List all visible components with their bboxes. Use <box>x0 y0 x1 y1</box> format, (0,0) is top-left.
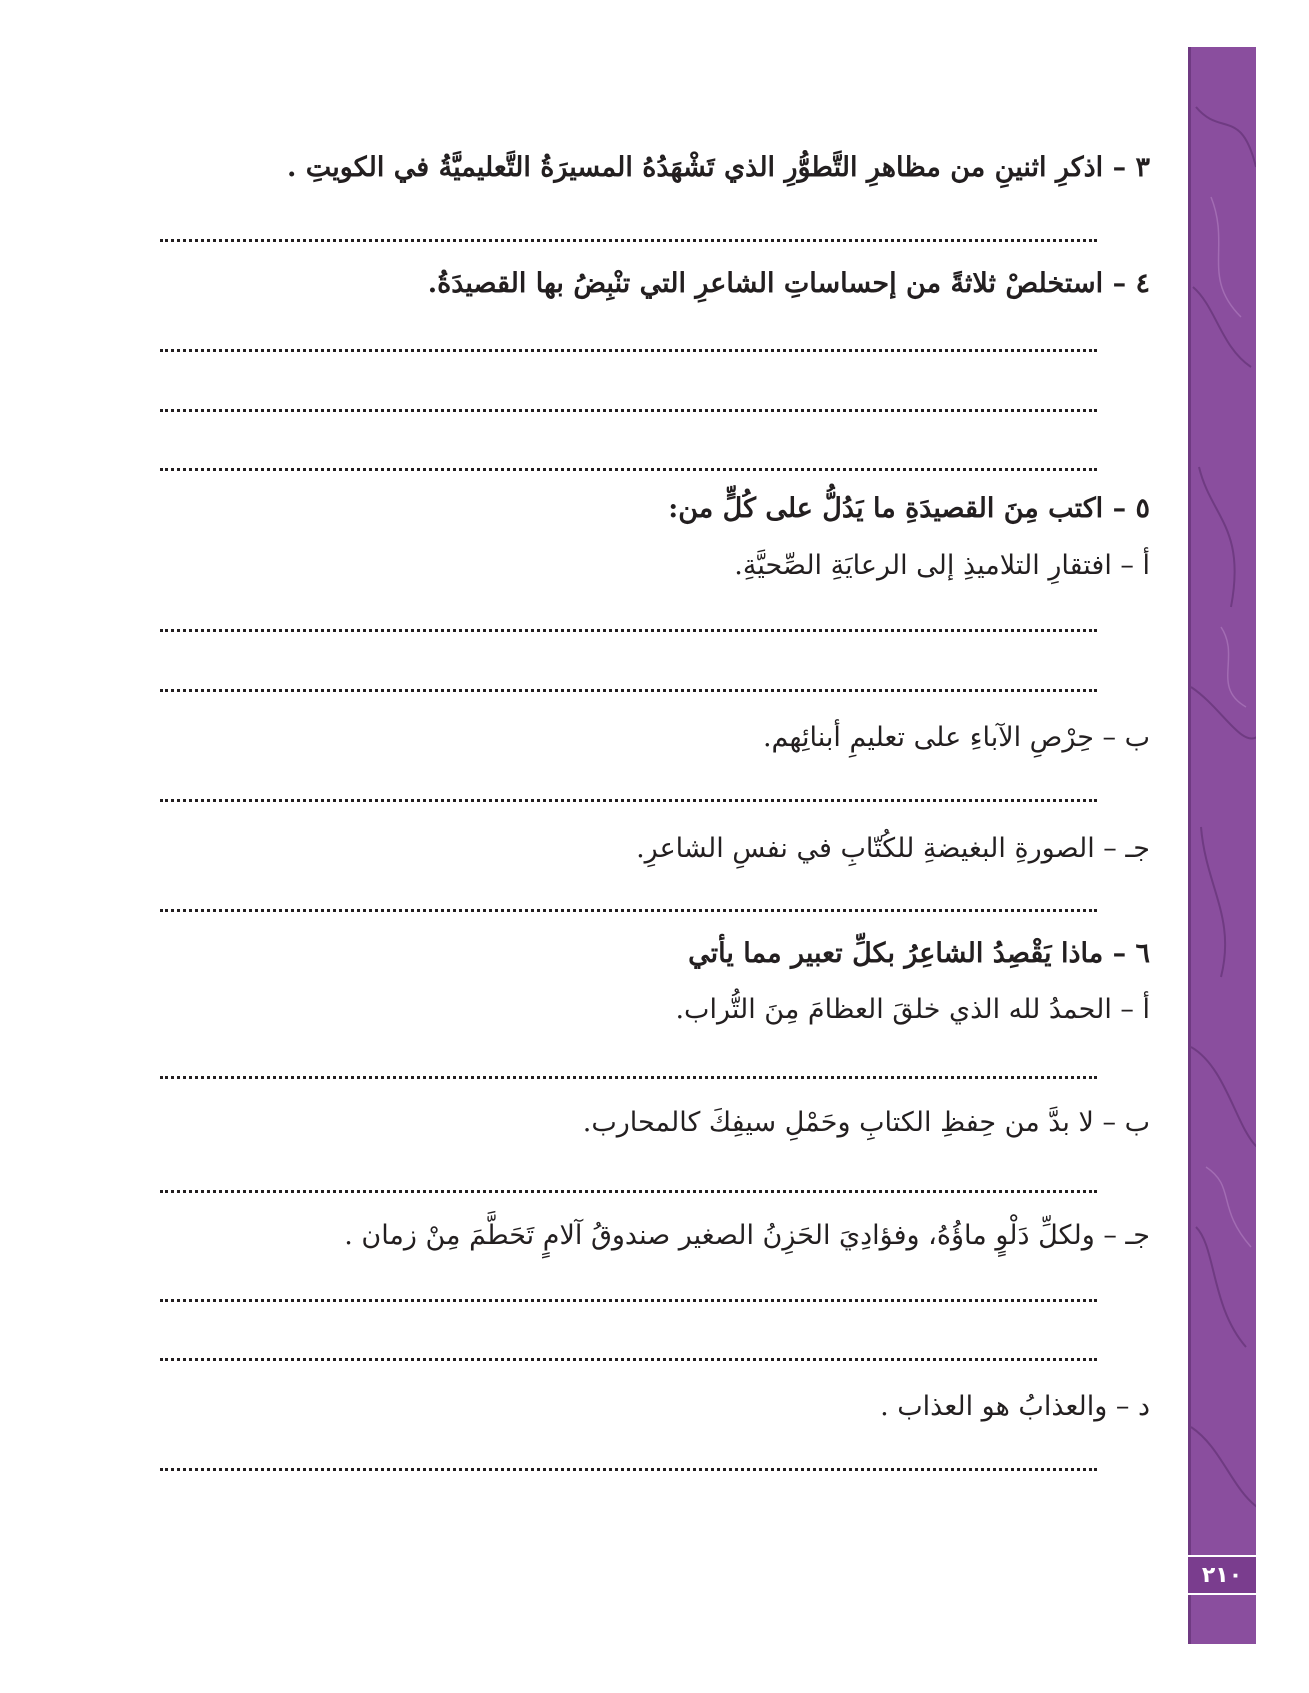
answer-line[interactable] <box>160 629 1097 632</box>
page-number: ٢١٠ <box>1188 1555 1256 1595</box>
answer-line[interactable] <box>160 799 1097 802</box>
question-5b: ب – حِرْصِ الآباءِ على تعليمِ أبنائِهم. <box>762 722 1150 753</box>
answer-line[interactable] <box>160 1299 1097 1302</box>
question-5a: أ – افتقارِ التلاميذِ إلى الرعايَةِ الصِّحيَّةِ. <box>734 550 1150 581</box>
answer-line[interactable] <box>160 1468 1097 1471</box>
answer-line[interactable] <box>160 1358 1097 1361</box>
answer-line[interactable] <box>160 1190 1097 1193</box>
question-6a: أ – الحمدُ لله الذي خلقَ العظامَ مِنَ التُّراب. <box>675 994 1150 1025</box>
question-6c: جـ – ولكلِّ دَلْوٍ ماؤُهُ، وفؤادِيَ الحَزِنُ الصغير صندوقُ آلامٍ تَحَطَّمَ مِنْ زمان . <box>344 1220 1150 1251</box>
answer-line[interactable] <box>160 468 1097 471</box>
answer-line[interactable] <box>160 349 1097 352</box>
question-3: ٣ – اذكرِ اثنينِ من مظاهرِ التَّطوُّرِ الذي تَشْهَدُهُ المسيرَةُ التَّعليميَّةُ في الكويتِ . <box>286 152 1150 183</box>
question-5c: جـ – الصورةِ البغيضةِ للكُتّابِ في نفسِ الشاعرِ. <box>636 833 1150 864</box>
answer-line[interactable] <box>160 409 1097 412</box>
answer-line[interactable] <box>160 239 1097 242</box>
question-6b: ب – لا بدَّ من حِفظِ الكتابِ وحَمْلِ سيفِكَ كالمحارب. <box>582 1107 1150 1138</box>
answer-line[interactable] <box>160 689 1097 692</box>
sidebar-pattern <box>1191 47 1256 1644</box>
answer-line[interactable] <box>160 909 1097 912</box>
question-4: ٤ – استخلصْ ثلاثةً من إحساساتِ الشاعرِ التي تنْبِضُ بها القصيدَةُ. <box>427 268 1150 299</box>
answer-line[interactable] <box>160 1076 1097 1079</box>
question-5: ٥ – اكتب مِنَ القصيدَةِ ما يَدُلُّ على كُلٍّ من: <box>668 493 1150 524</box>
question-6d: د – والعذابُ هو العذاب . <box>880 1391 1150 1422</box>
decorative-sidebar <box>1188 47 1256 1644</box>
worksheet-content <box>160 0 1150 1693</box>
question-6: ٦ – ماذا يَقْصِدُ الشاعِرُ بكلِّ تعبير مما يأتي <box>688 938 1150 969</box>
